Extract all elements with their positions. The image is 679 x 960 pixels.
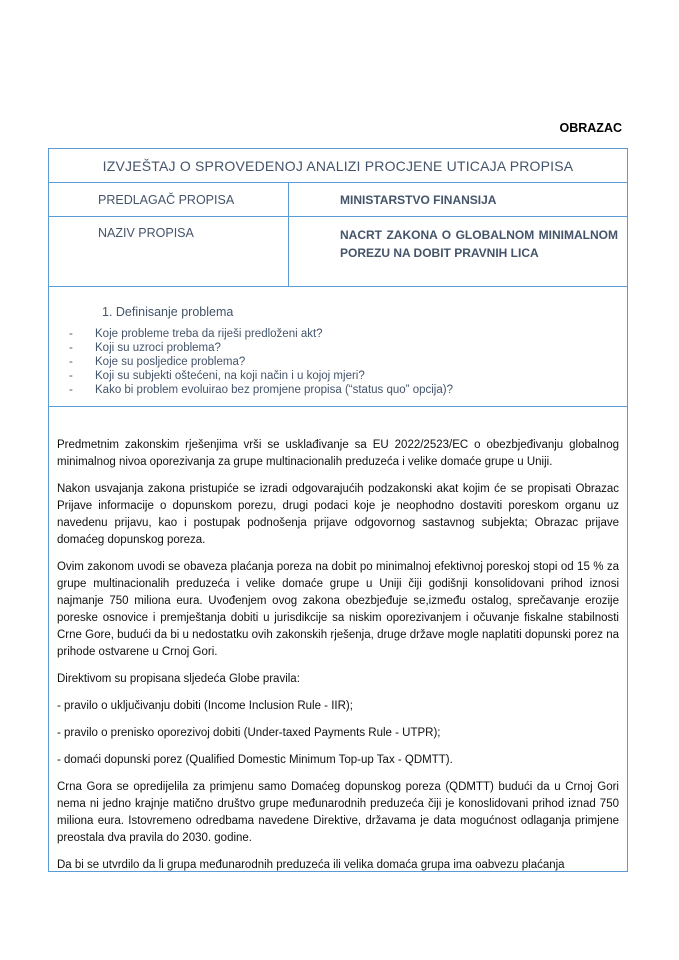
list-item xyxy=(69,383,627,397)
regulation-value: NACRT ZAKONA O GLOBALNOM MINIMALNOM POREZU NA DOBIT PRAVNIH LICA xyxy=(340,228,618,260)
list-item xyxy=(69,355,627,369)
list-item xyxy=(69,341,627,355)
bullet-dash-icon: - xyxy=(69,328,73,340)
regulation-label: NAZIV PROPISA xyxy=(49,217,289,286)
proposer-value: MINISTARSTVO FINANSIJA xyxy=(340,193,497,207)
problem-definition-section xyxy=(49,287,627,407)
paragraph: - domaći dopunski porez (Qualified Domestic Minimum Top-up Tax - QDMTT). xyxy=(57,754,453,766)
paragraph: Crna Gora se opredijelila za primjenu samo Domaćeg dopunskog poreza (QDMTT) budući da u Crnoj Gori nema ni jedno krajnje matično društvo grupe međunarodnih preduzeća čiji je konoslidovani prihod iznad 750 miliona eura. Istovremeno odredbama navedene Direktive, državama je data mogućnost odlaganja primjene preostala dva pravila do 2030. godine. xyxy=(57,781,619,844)
bullet-dash-icon: - xyxy=(69,356,73,368)
proposer-row xyxy=(49,183,627,217)
proposer-label: PREDLAGAČ PROPISA xyxy=(49,183,289,216)
form-title-row xyxy=(49,149,627,183)
bullet-dash-icon: - xyxy=(69,370,73,382)
bullet-dash-icon: - xyxy=(69,384,73,396)
paragraph: Nakon usvajanja zakona pristupiće se izradi odgovarajućih podzakonski akat kojim će se propisati Obrazac Prijave informacije o dopunskom porezu, drugi podaci koje je neophodno dostaviti poreskom organu uz navedenu prijavu, kao i postupak podnošenja prijave odgovornog sastavnog subjekta; Obrazac prijave domaćeg dopunskog poreza. xyxy=(57,483,619,546)
answer-content xyxy=(49,407,627,872)
question-text: Kako bi problem evoluirao bez promjene propisa (“status quo” opcija)? xyxy=(95,384,453,396)
question-text: Koje probleme treba da riješi predloženi akt? xyxy=(95,328,323,340)
section-heading: 1. Definisanje problema xyxy=(102,305,234,319)
list-item xyxy=(69,327,627,341)
paragraph: Direktivom su propisana sljedeća Globe pravila: xyxy=(57,673,300,685)
question-text: Koji su uzroci problema? xyxy=(95,342,221,354)
bullet-dash-icon: - xyxy=(69,342,73,354)
form-title: IZVJEŠTAJ O SPROVEDENOJ ANALIZI PROCJENE UTICAJA PROPISA xyxy=(102,157,574,174)
question-text: Koji su subjekti oštećeni, na koji način i u kojoj mjeri? xyxy=(95,370,365,382)
form-label: OBRAZAC xyxy=(559,121,622,135)
list-item xyxy=(69,369,627,383)
regulation-row xyxy=(49,217,627,287)
paragraph: - pravilo o uključivanju dobiti (Income Inclusion Rule - IIR); xyxy=(57,700,353,712)
question-text: Koje su posljedice problema? xyxy=(95,356,246,368)
paragraph: Da bi se utvrdilo da li grupa međunarodnih preduzeća ili velika domaća grupa ima oabvezu plaćanja xyxy=(57,859,565,871)
paragraph: Ovim zakonom uvodi se obaveza plaćanja poreza na dobit po minimalnoj efektivnoj poreskoj stopi od 15 % za grupe multinacionalih preduzeća i velike domaće grupe u Uniji čiji godišnji konsolidovani prihod iznosi najmanje 750 miliona eura. Uvođenjem ovog zakona obezbjeđuje se,između ostalog, sprečavanje erozije poreske osnovice i premještanja dobiti u jurisdikcije sa niskim oporezivanjem i očuvanje fiskalne stabilnosti Crne Gore, budući da bi u nedostatku ovih zakonskih rješenja, druge države mogle naplatiti dopunski porez na prihode ostvarene u Crnoj Gori. xyxy=(57,561,619,658)
paragraph: Predmetnim zakonskim rješenjima vrši se usklađivanje sa EU 2022/2523/EC o obezbjeđivanju globalnog minimalnog nivoa oporezivanja za grupe multinacionalih preduzeća i velike domaće grupe u Uniji. xyxy=(57,439,619,468)
assessment-form xyxy=(48,148,628,872)
paragraph: - pravilo o prenisko oporezivoj dobiti (Under-taxed Payments Rule - UTPR); xyxy=(57,727,441,739)
question-list xyxy=(49,327,627,397)
